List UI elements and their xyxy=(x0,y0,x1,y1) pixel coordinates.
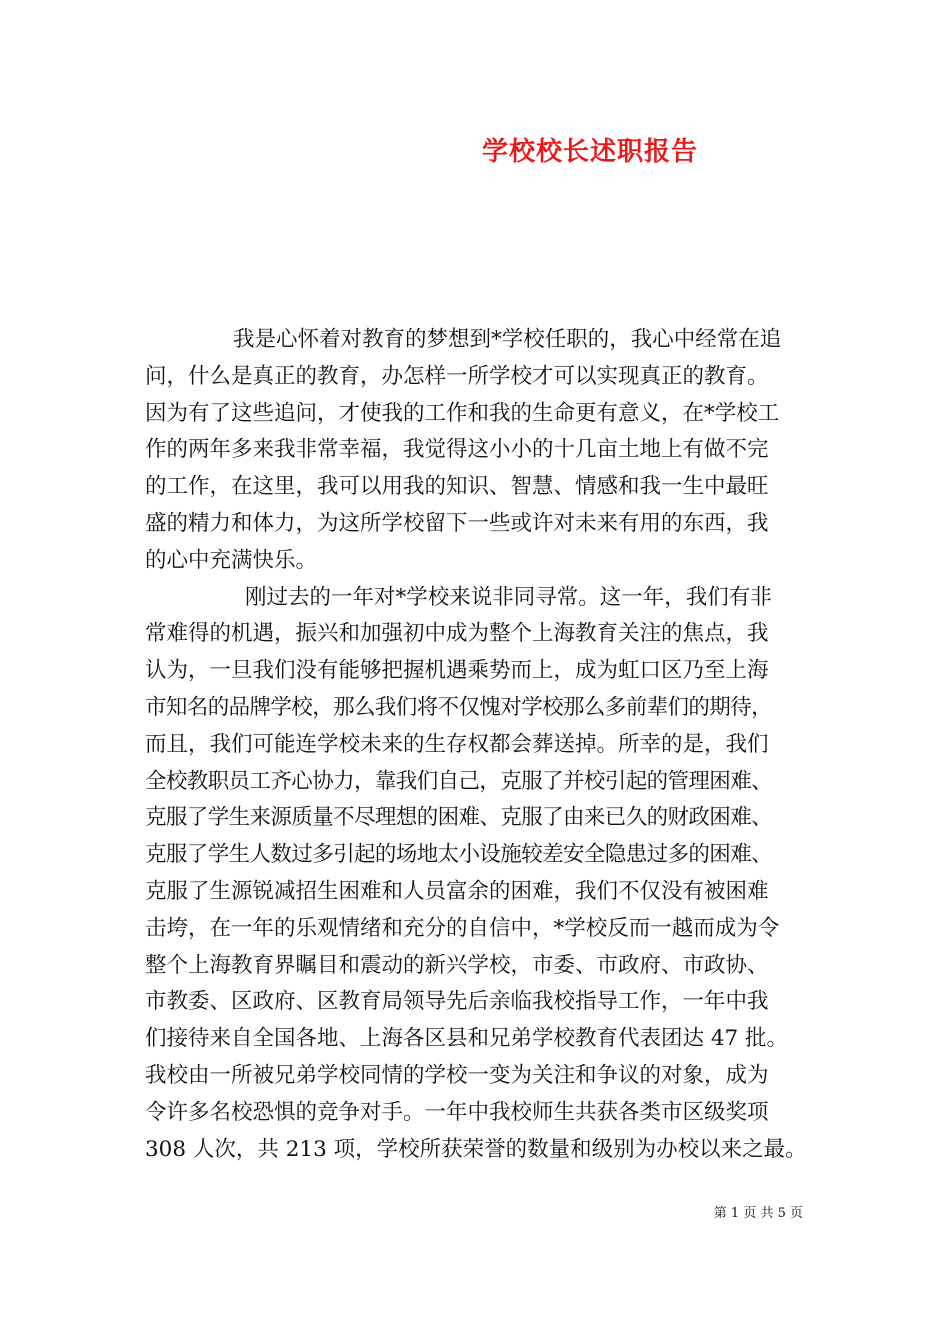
text-line: 们接待来自全国各地、上海各区县和兄弟学校教育代表团达 47 批。 xyxy=(145,1026,789,1052)
text-line: 全校教职员工齐心协力，靠我们自己，克服了并校引起的管理困难、 xyxy=(145,768,773,794)
text-line: 整个上海教育界瞩目和震动的新兴学校，市委、市政府、市政协、 xyxy=(145,952,769,978)
text-line: 的心中充满快乐。 xyxy=(145,547,318,573)
text-line: 的工作，在这里，我可以用我的知识、智慧、情感和我一生中最旺 xyxy=(145,474,769,500)
text-line: 市教委、区政府、区教育局领导先后亲临我校指导工作，一年中我 xyxy=(145,989,769,1015)
text-line: 常难得的机遇，振兴和加强初中成为整个上海教育关注的焦点，我 xyxy=(145,621,769,647)
text-line: 认为，一旦我们没有能够把握机遇乘势而上，成为虹口区乃至上海 xyxy=(145,658,769,684)
text-line: 令许多名校恐惧的竞争对手。一年中我校师生共获各类市区级奖项 xyxy=(145,1099,769,1125)
text-line: 而且，我们可能连学校未来的生存权都会葬送掉。所幸的是，我们 xyxy=(145,731,769,757)
text-line: 308 人次，共 213 项，学校所获荣誉的数量和级别为办校以来之最。 xyxy=(145,1136,807,1162)
text-line: 击垮，在一年的乐观情绪和充分的自信中，*学校反而一越而成为令 xyxy=(145,915,780,941)
page-number-footer: 第 1 页 共 5 页 xyxy=(713,1206,803,1221)
text-line: 因为有了这些追问，才使我的工作和我的生命更有意义，在*学校工 xyxy=(145,400,780,426)
text-line: 克服了学生来源质量不尽理想的困难、克服了由来已久的财政困难、 xyxy=(145,805,773,831)
text-line: 刚过去的一年对*学校来说非同寻常。这一年，我们有非 xyxy=(245,584,772,610)
text-line: 盛的精力和体力，为这所学校留下一些或许对未来有用的东西，我 xyxy=(145,510,769,536)
paragraph-1 xyxy=(145,322,813,580)
document-title: 学校校长述职报告 xyxy=(481,137,698,167)
paragraph-2 xyxy=(145,580,813,1169)
document-body xyxy=(145,322,813,1168)
text-line: 克服了学生人数过多引起的场地太小设施较差安全隐患过多的困难、 xyxy=(145,842,773,868)
text-line: 我是心怀着对教育的梦想到*学校任职的，我心中经常在追 xyxy=(233,327,782,352)
text-line: 市知名的品牌学校，那么我们将不仅愧对学校那么多前辈们的期待， xyxy=(145,694,773,720)
text-line: 问，什么是真正的教育，办怎样一所学校才可以实现真正的教育。 xyxy=(145,363,769,389)
text-line: 克服了生源锐减招生困难和人员富余的困难，我们不仅没有被困难 xyxy=(145,878,769,904)
text-line: 我校由一所被兄弟学校同情的学校一变为关注和争议的对象，成为 xyxy=(145,1062,769,1088)
text-line: 作的两年多来我非常幸福，我觉得这小小的十几亩土地上有做不完 xyxy=(145,437,769,463)
